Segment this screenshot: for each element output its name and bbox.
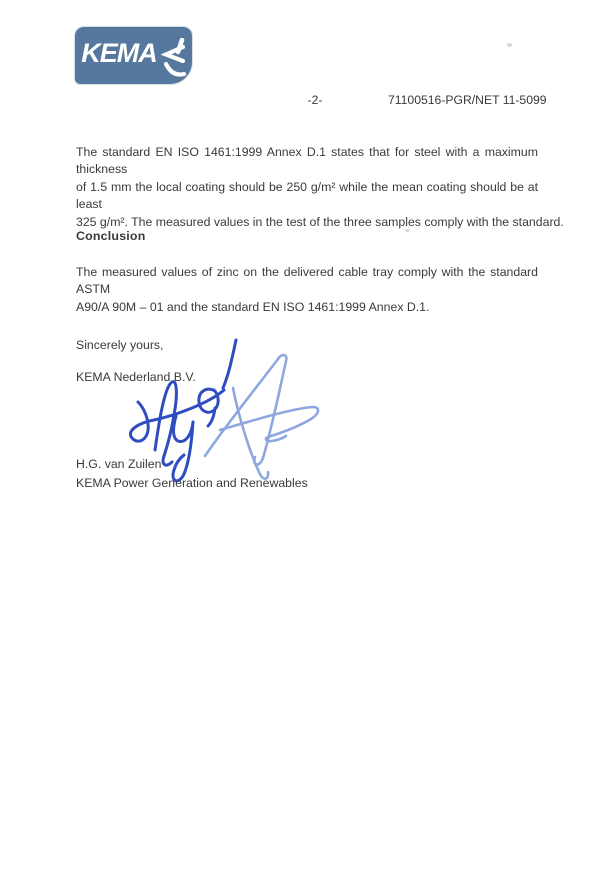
document-reference: 71100516-PGR/NET 11-5099 (388, 93, 547, 107)
signature-light-strokes (205, 355, 318, 479)
kema-logo (75, 27, 192, 84)
paragraph-line: The measured values of zinc on the delivered cable tray comply with the standard ASTM (76, 265, 538, 297)
kema-logo-text: KEMA (81, 38, 157, 68)
paragraph-line: 325 g/m². The measured values in the test of the three samples comply with the standard. (76, 214, 564, 229)
paragraph-standard-requirements (76, 144, 564, 231)
scan-speck (507, 43, 512, 47)
paragraph-line: of 1.5 mm the local coating should be 250 g/m² while the mean coating should be at least (76, 179, 538, 212)
closing-salutation: Sincerely yours, (76, 338, 164, 352)
scan-speck (405, 229, 410, 232)
paragraph-conclusion (76, 264, 538, 316)
page-number: -2- (307, 93, 323, 107)
kema-flash-icon (159, 38, 186, 80)
signer-title: KEMA Power Generation and Renewables (76, 476, 308, 490)
closing-company: KEMA Nederland B.V. (76, 370, 196, 384)
paragraph-line: A90/A 90M – 01 and the standard EN ISO 1461:1999 Annex D.1. (76, 299, 430, 314)
signer-name: H.G. van Zuilen (76, 457, 162, 471)
paragraph-line: The standard EN ISO 1461:1999 Annex D.1 states that for steel with a maximum thickness (76, 145, 538, 177)
conclusion-heading: Conclusion (76, 229, 146, 243)
